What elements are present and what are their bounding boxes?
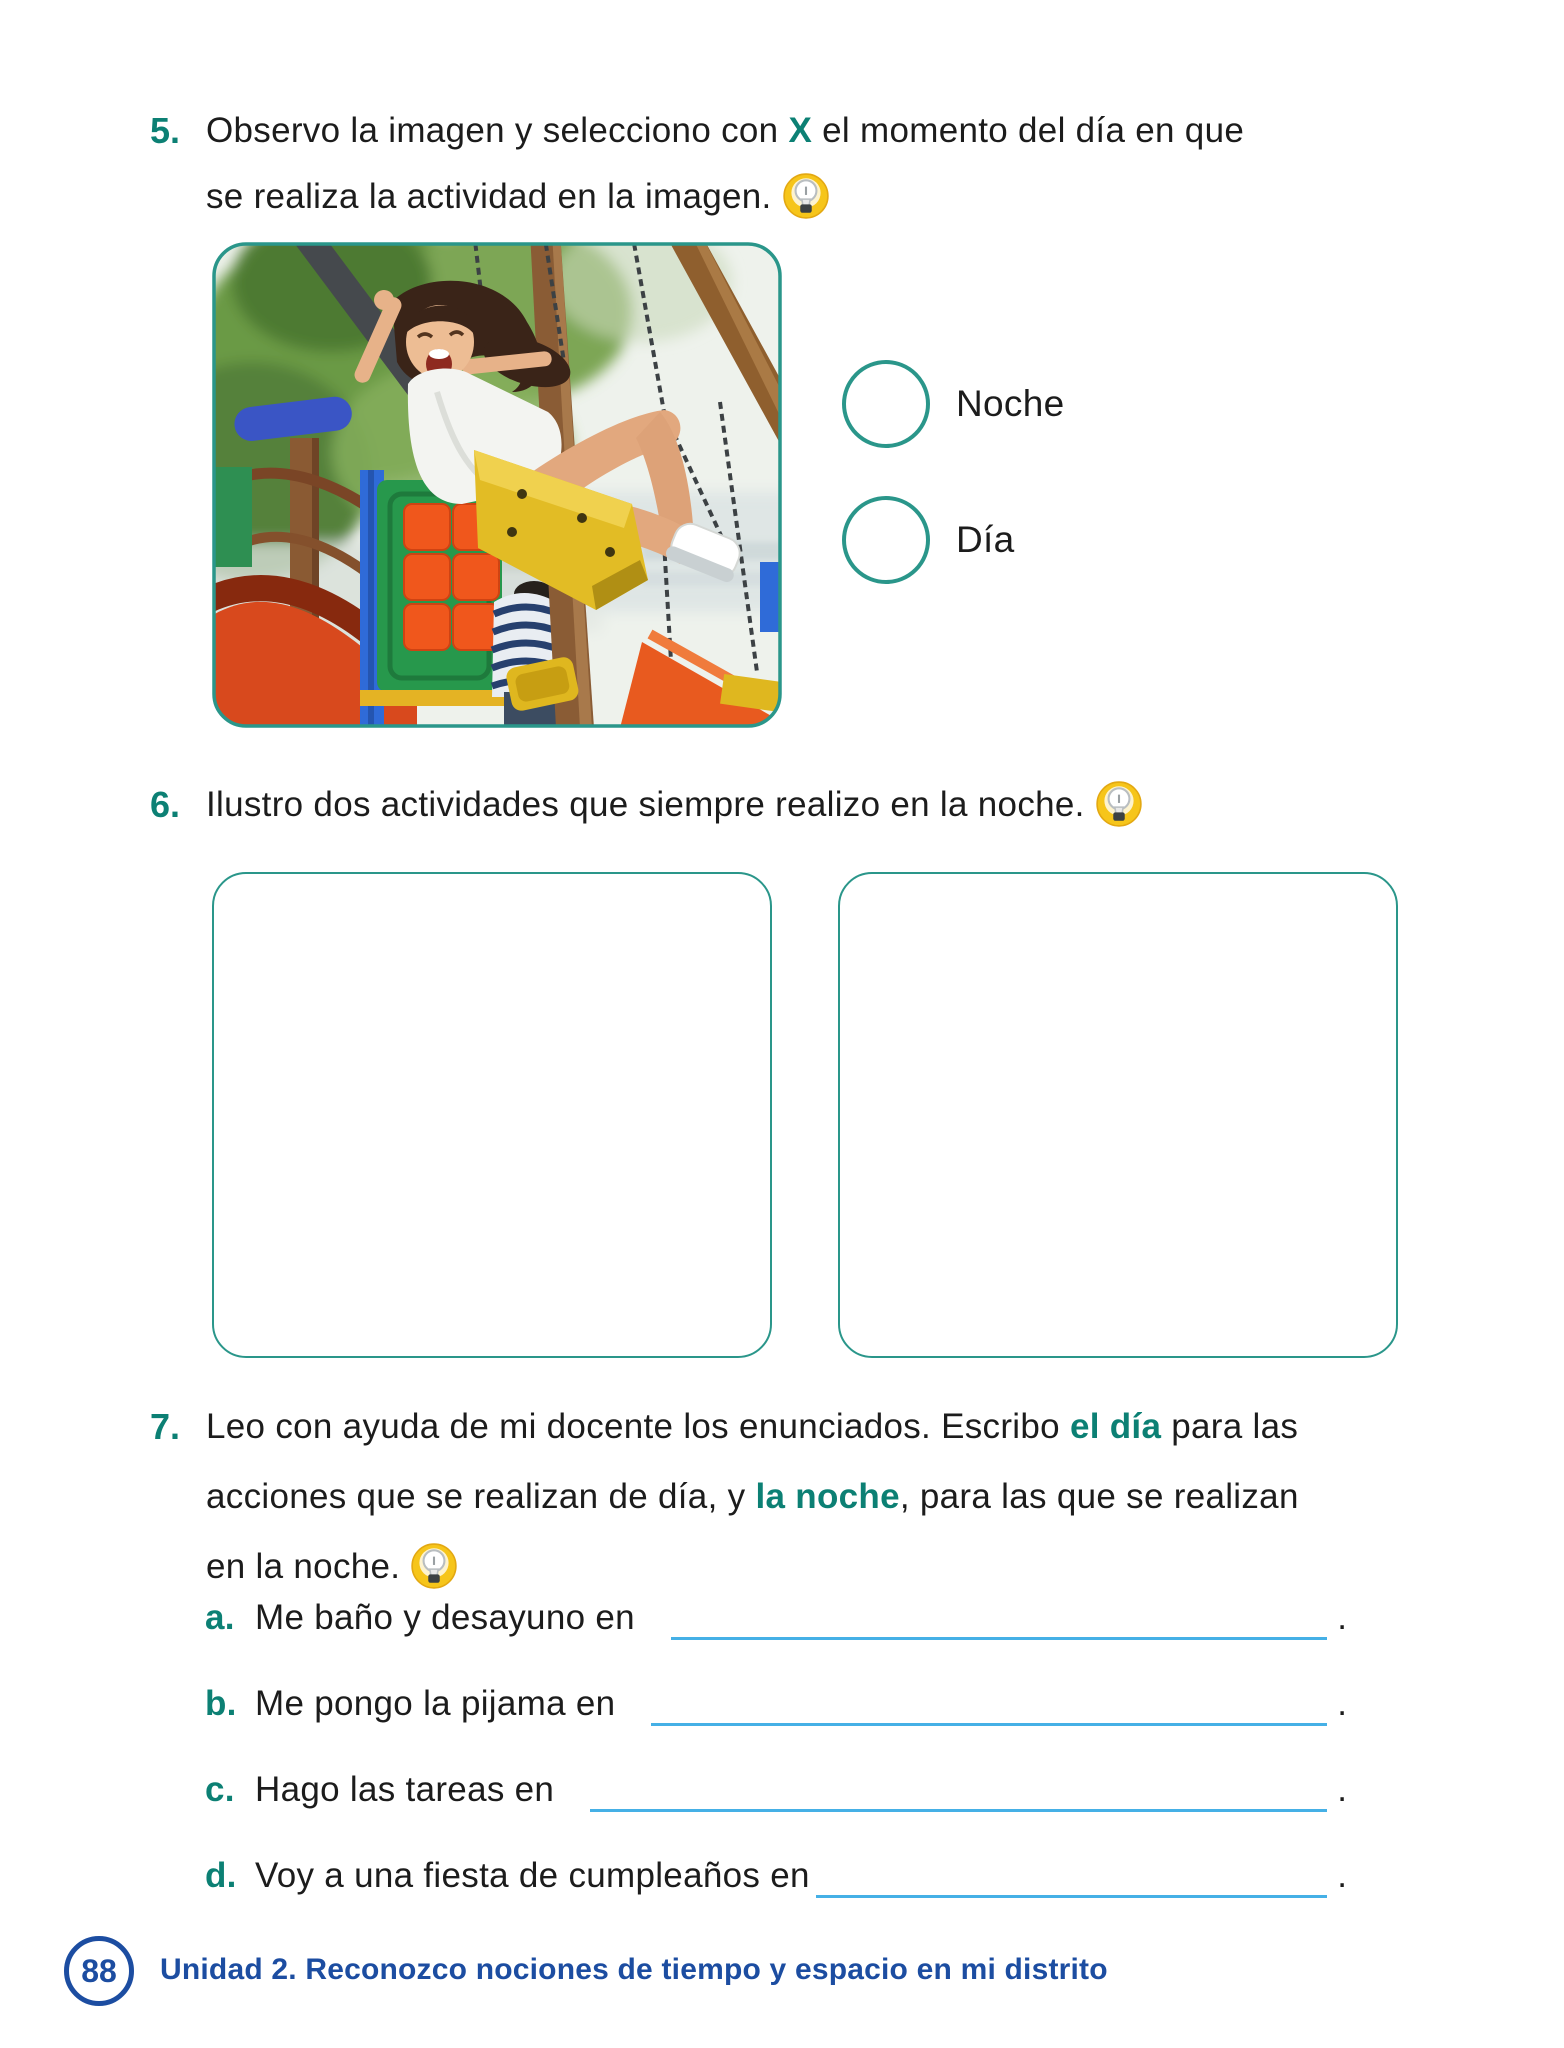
answer-letter-d: d. (205, 1855, 237, 1895)
option-label-dia: Día (956, 519, 1015, 560)
question-7-line2: acciones que se realizan de día, y la noche, para las que se realizan (206, 1477, 1299, 1516)
answer-text-b: Me pongo la pijama en (255, 1683, 616, 1723)
answer-period-c: . (1337, 1769, 1347, 1809)
answer-period-b: . (1337, 1683, 1347, 1723)
question-7-line3: en la noche. (206, 1532, 1460, 1614)
answer-row-d (205, 1850, 1347, 1896)
question-6-number: 6. (150, 784, 181, 825)
answer-letter-b: b. (205, 1683, 237, 1723)
option-label-noche: Noche (956, 383, 1065, 424)
drawing-box-1[interactable] (212, 872, 772, 1358)
footer-unit-text: Unidad 2. Reconozco nociones de tiempo y espacio en mi distrito (160, 1953, 1108, 1986)
answer-text-d: Voy a una fiesta de cumpleaños en (255, 1855, 810, 1895)
answer-row-c (205, 1764, 1347, 1810)
question-6 (150, 772, 1510, 850)
answer-line-b[interactable] (651, 1717, 1327, 1726)
answer-text-a: Me baño y desayuno en (255, 1597, 635, 1637)
question-5 (150, 98, 1450, 242)
answer-line-c[interactable] (590, 1803, 1327, 1812)
question-5-number: 5. (150, 110, 181, 151)
answer-list (205, 1592, 1347, 1936)
lightbulb-icon (1095, 780, 1143, 850)
answer-letter-a: a. (205, 1597, 235, 1637)
answer-row-a (205, 1592, 1347, 1638)
option-circle-noche[interactable] (842, 360, 930, 448)
answer-letter-c: c. (205, 1769, 235, 1809)
drawing-box-2[interactable] (838, 872, 1398, 1358)
question-6-text: Ilustro dos actividades que siempre realizo en la noche. (206, 772, 1510, 850)
answer-text-c: Hago las tareas en (255, 1769, 555, 1809)
x-mark: X (788, 111, 813, 150)
question-7-number: 7. (150, 1406, 181, 1447)
question-5-line2: se realiza la actividad en la imagen. (206, 164, 1450, 242)
answer-period-d: . (1337, 1855, 1347, 1895)
option-row-dia (842, 496, 1064, 584)
answer-period-a: . (1337, 1597, 1347, 1637)
playground-photo (212, 242, 782, 728)
answer-line-d[interactable] (816, 1889, 1328, 1898)
day-moment-options (842, 360, 1064, 632)
question-5-line1: Observo la imagen y selecciono con X el momento del día en que (206, 111, 1245, 150)
option-row-noche (842, 360, 1064, 448)
question-7-line1: Leo con ayuda de mi docente los enunciados. Escribo el día para las (206, 1407, 1299, 1446)
lightbulb-icon (782, 172, 830, 242)
option-circle-dia[interactable] (842, 496, 930, 584)
answer-line-a[interactable] (671, 1631, 1327, 1640)
answer-row-b (205, 1678, 1347, 1724)
question-7 (150, 1392, 1460, 1614)
page-number-badge (64, 1936, 134, 2006)
page-number: 88 (81, 1952, 117, 1989)
